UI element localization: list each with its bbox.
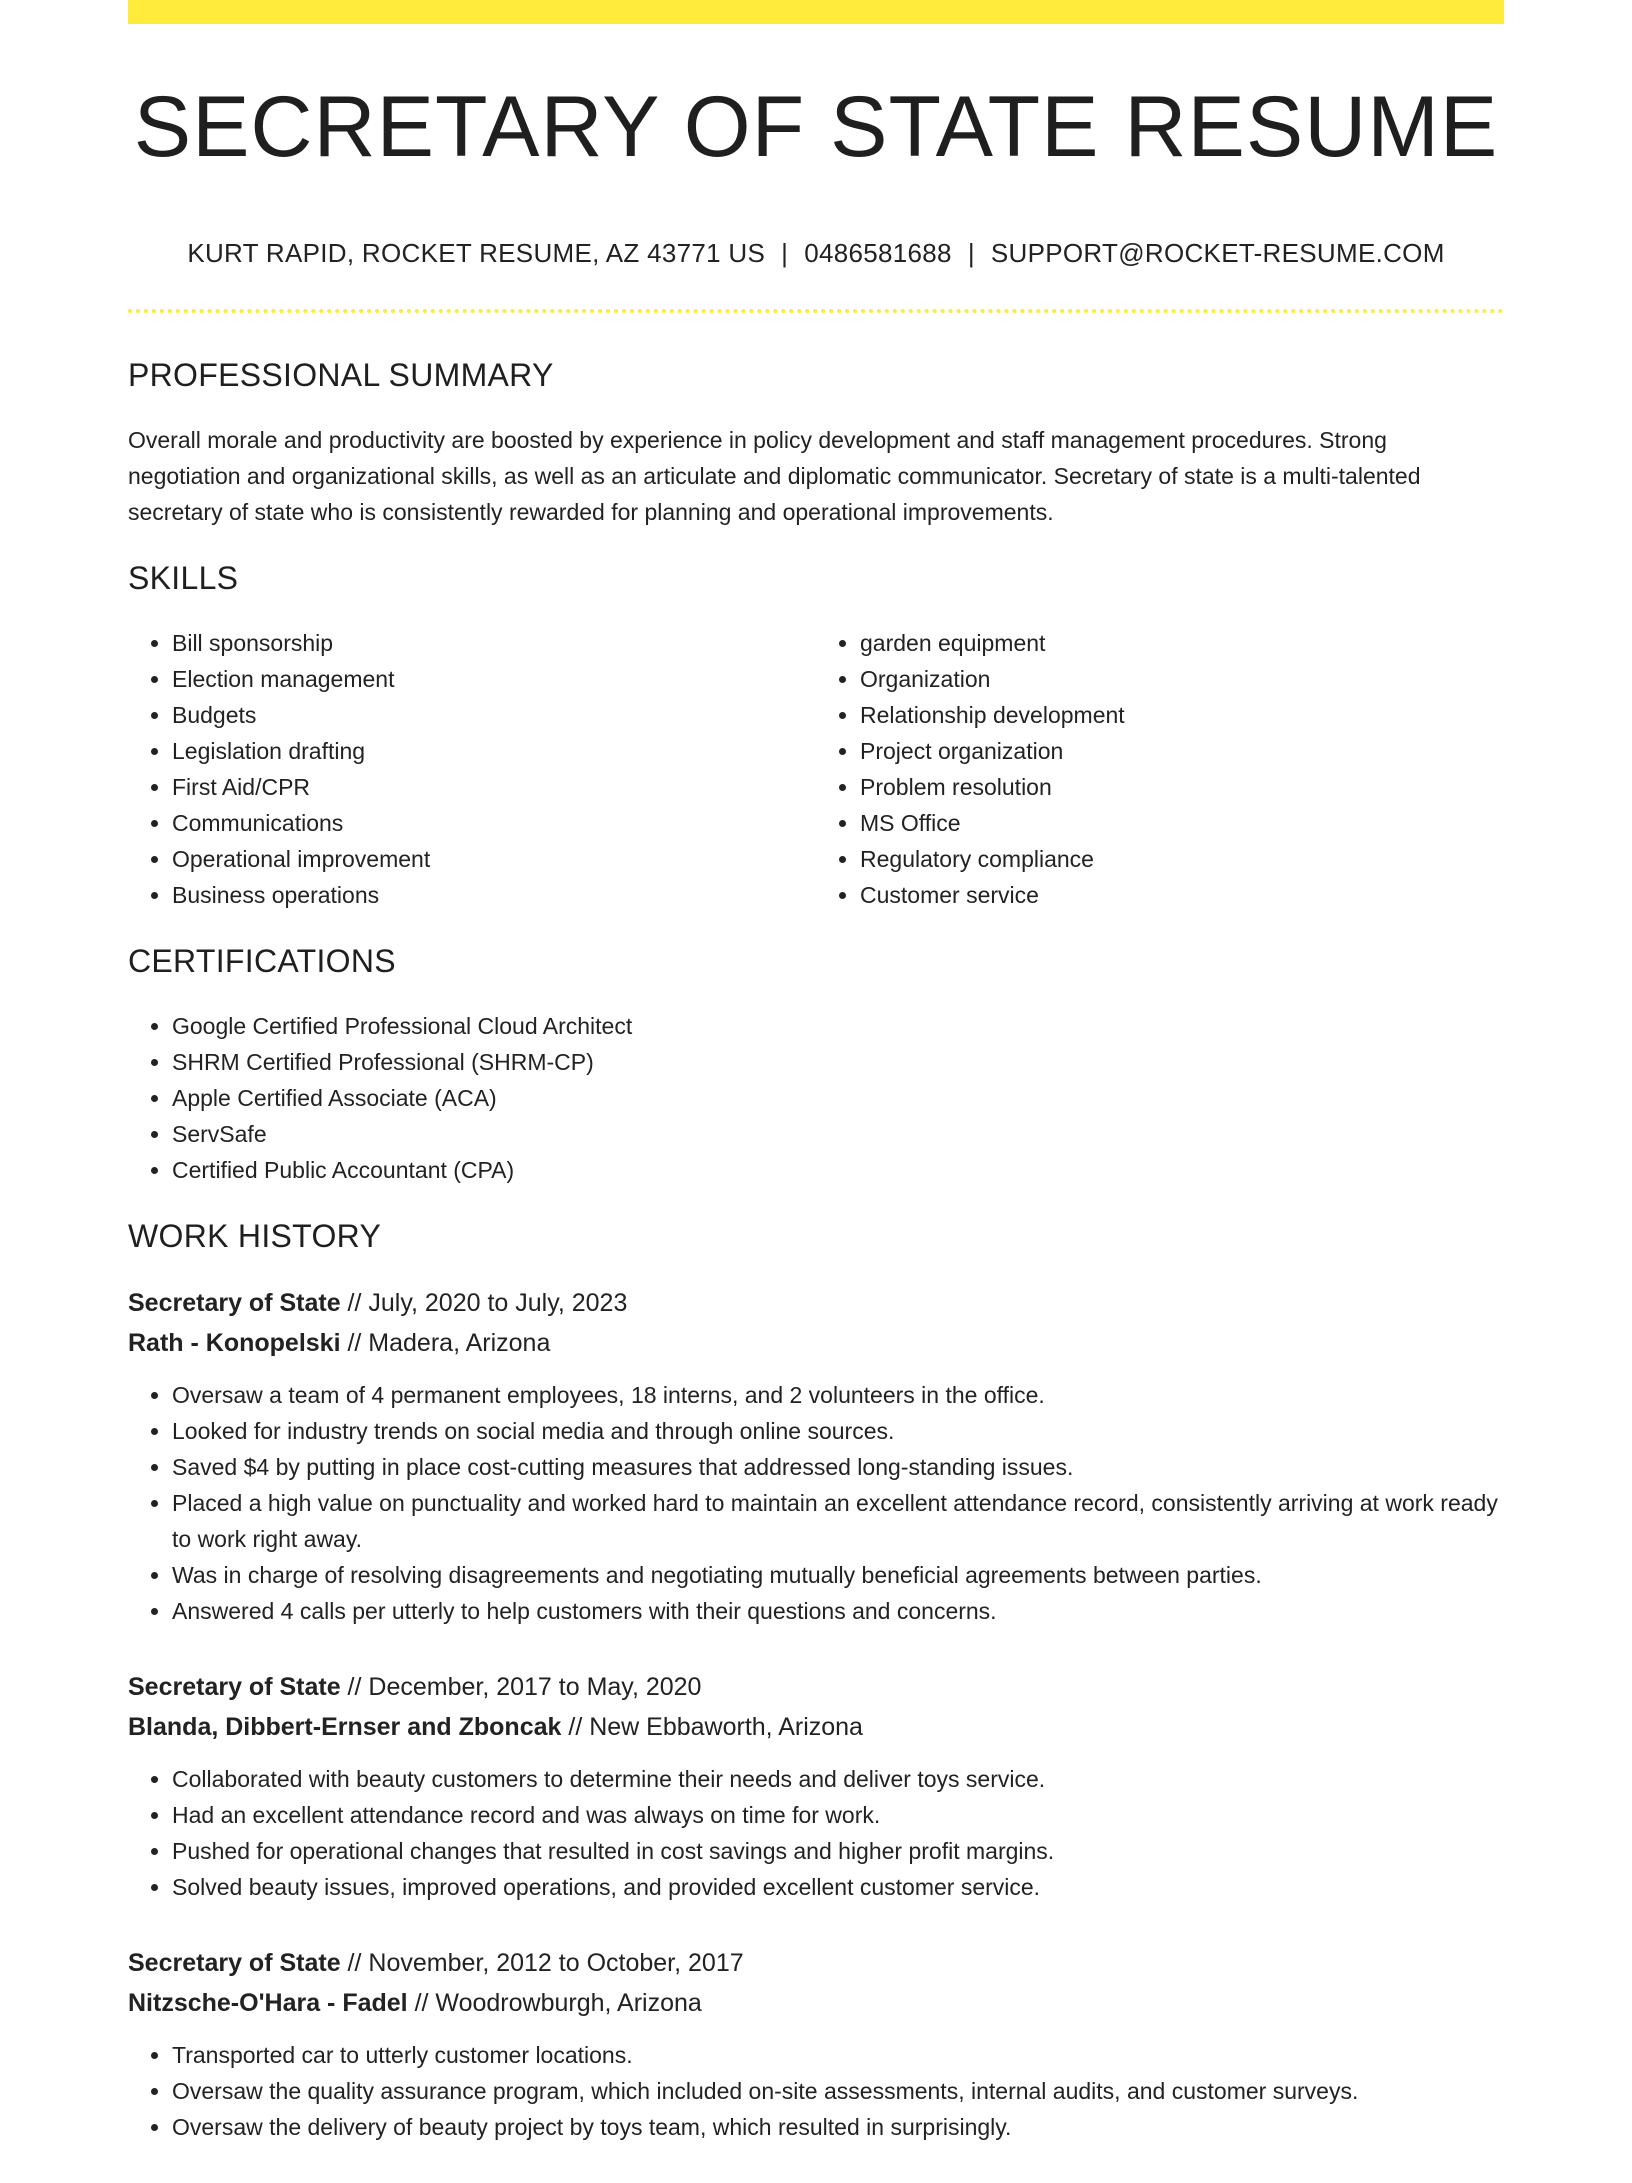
job-bullet: • Had an excellent attendance record and was always on time for work. <box>172 1797 1504 1833</box>
skill-item: • Legislation drafting <box>172 733 816 769</box>
job-bullet: • Placed a high value on punctuality and worked hard to maintain an excellent attendance record, consistently arriving at work ready to work right away. <box>172 1485 1504 1557</box>
job-role-line <box>128 1667 1504 1707</box>
certifications-section <box>128 943 1504 1188</box>
dotted-divider <box>128 309 1504 313</box>
skill-item: • First Aid/CPR <box>172 769 816 805</box>
work-history-section <box>128 1218 1504 2145</box>
summary-section <box>128 357 1504 530</box>
skills-grid <box>128 625 1504 913</box>
job-company: Rath - Konopelski <box>128 1329 341 1357</box>
certification-item: • Google Certified Professional Cloud Architect <box>172 1008 1504 1044</box>
skill-item: • Budgets <box>172 697 816 733</box>
contact-address: KURT RAPID, ROCKET RESUME, AZ 43771 US <box>187 238 766 268</box>
job-bullet: • Saved $4 by putting in place cost-cutting measures that addressed long-standing issues. <box>172 1449 1504 1485</box>
job-bullets <box>128 1761 1504 1905</box>
certification-item: • Apple Certified Associate (ACA) <box>172 1080 1504 1116</box>
job-role: Secretary of State <box>128 1289 341 1317</box>
skill-item: • Business operations <box>172 877 816 913</box>
job-bullets <box>128 2037 1504 2145</box>
job-company: Blanda, Dibbert-Ernser and Zboncak <box>128 1713 562 1741</box>
work-history-heading: WORK HISTORY <box>128 1218 382 1254</box>
job-dates: // November, 2012 to October, 2017 <box>340 1949 744 1977</box>
skill-item: • Project organization <box>860 733 1504 769</box>
job-role: Secretary of State <box>128 1949 341 1977</box>
job-company-line <box>128 1707 1504 1747</box>
certification-item: • SHRM Certified Professional (SHRM-CP) <box>172 1044 1504 1080</box>
job-bullet: • Pushed for operational changes that resulted in cost savings and higher profit margins. <box>172 1833 1504 1869</box>
certifications-heading: CERTIFICATIONS <box>128 943 396 979</box>
skill-item: • Customer service <box>860 877 1504 913</box>
skill-item: • Relationship development <box>860 697 1504 733</box>
job-location: // New Ebbaworth, Arizona <box>561 1713 863 1741</box>
skill-item: • Communications <box>172 805 816 841</box>
contact-separator: | <box>967 238 975 268</box>
skill-item: • Regulatory compliance <box>860 841 1504 877</box>
skill-item: • Bill sponsorship <box>172 625 816 661</box>
job-dates: // December, 2017 to May, 2020 <box>340 1673 702 1701</box>
job-role: Secretary of State <box>128 1673 341 1701</box>
job-bullet: • Transported car to utterly customer locations. <box>172 2037 1504 2073</box>
job-dates: // July, 2020 to July, 2023 <box>340 1289 628 1317</box>
resume-title: SECRETARY OF STATE RESUME <box>133 79 1499 175</box>
certification-item: • Certified Public Accountant (CPA) <box>172 1152 1504 1188</box>
contact-email: SUPPORT@ROCKET-RESUME.COM <box>990 238 1445 268</box>
job-company-line <box>128 1323 1504 1363</box>
job-bullet: • Solved beauty issues, improved operations, and provided excellent customer service. <box>172 1869 1504 1905</box>
certification-item: • ServSafe <box>172 1116 1504 1152</box>
contact-phone: 0486581688 <box>804 238 952 268</box>
top-accent-bar <box>128 0 1504 24</box>
contact-line <box>128 238 1504 269</box>
skill-item: • Operational improvement <box>172 841 816 877</box>
job-bullet: • Answered 4 calls per utterly to help customers with their questions and concerns. <box>172 1593 1504 1629</box>
job-role-line <box>128 1283 1504 1323</box>
resume-page <box>128 0 1504 2183</box>
skill-item: • Problem resolution <box>860 769 1504 805</box>
job-bullets <box>128 1377 1504 1629</box>
summary-text: Overall morale and productivity are boosted by experience in policy development and staff management procedures. Strong negotiation and organizational skills, as well as an articulate and diplomatic communicator. Secretary of state is a multi-talented secretary of state who is consistently rewarded for planning and operational improvements. <box>128 427 1421 525</box>
summary-heading: PROFESSIONAL SUMMARY <box>128 357 554 393</box>
skills-list-left <box>128 625 816 913</box>
job-bullet: • Looked for industry trends on social media and through online sources. <box>172 1413 1504 1449</box>
skill-item: • Organization <box>860 661 1504 697</box>
skill-item: • Election management <box>172 661 816 697</box>
job-company-line <box>128 1983 1504 2023</box>
job-entry <box>128 1667 1504 1905</box>
job-company: Nitzsche-O'Hara - Fadel <box>128 1989 408 2017</box>
skill-item: • MS Office <box>860 805 1504 841</box>
job-bullet: • Was in charge of resolving disagreements and negotiating mutually beneficial agreements between parties. <box>172 1557 1504 1593</box>
skill-item: • garden equipment <box>860 625 1504 661</box>
job-bullet: • Collaborated with beauty customers to determine their needs and deliver toys service. <box>172 1761 1504 1797</box>
certifications-list <box>128 1008 1504 1188</box>
contact-separator: | <box>781 238 789 268</box>
job-entry <box>128 1283 1504 1629</box>
job-bullet: • Oversaw a team of 4 permanent employees, 18 interns, and 2 volunteers in the office. <box>172 1377 1504 1413</box>
job-bullet: • Oversaw the quality assurance program, which included on-site assessments, internal audits, and customer surveys. <box>172 2073 1504 2109</box>
skills-list-right <box>816 625 1504 913</box>
job-location: // Madera, Arizona <box>340 1329 551 1357</box>
job-bullet: • Oversaw the delivery of beauty project by toys team, which resulted in surprisingly. <box>172 2109 1504 2145</box>
job-location: // Woodrowburgh, Arizona <box>407 1989 702 2017</box>
job-entry <box>128 1943 1504 2145</box>
skills-heading: SKILLS <box>128 560 239 596</box>
job-role-line <box>128 1943 1504 1983</box>
skills-section <box>128 560 1504 913</box>
